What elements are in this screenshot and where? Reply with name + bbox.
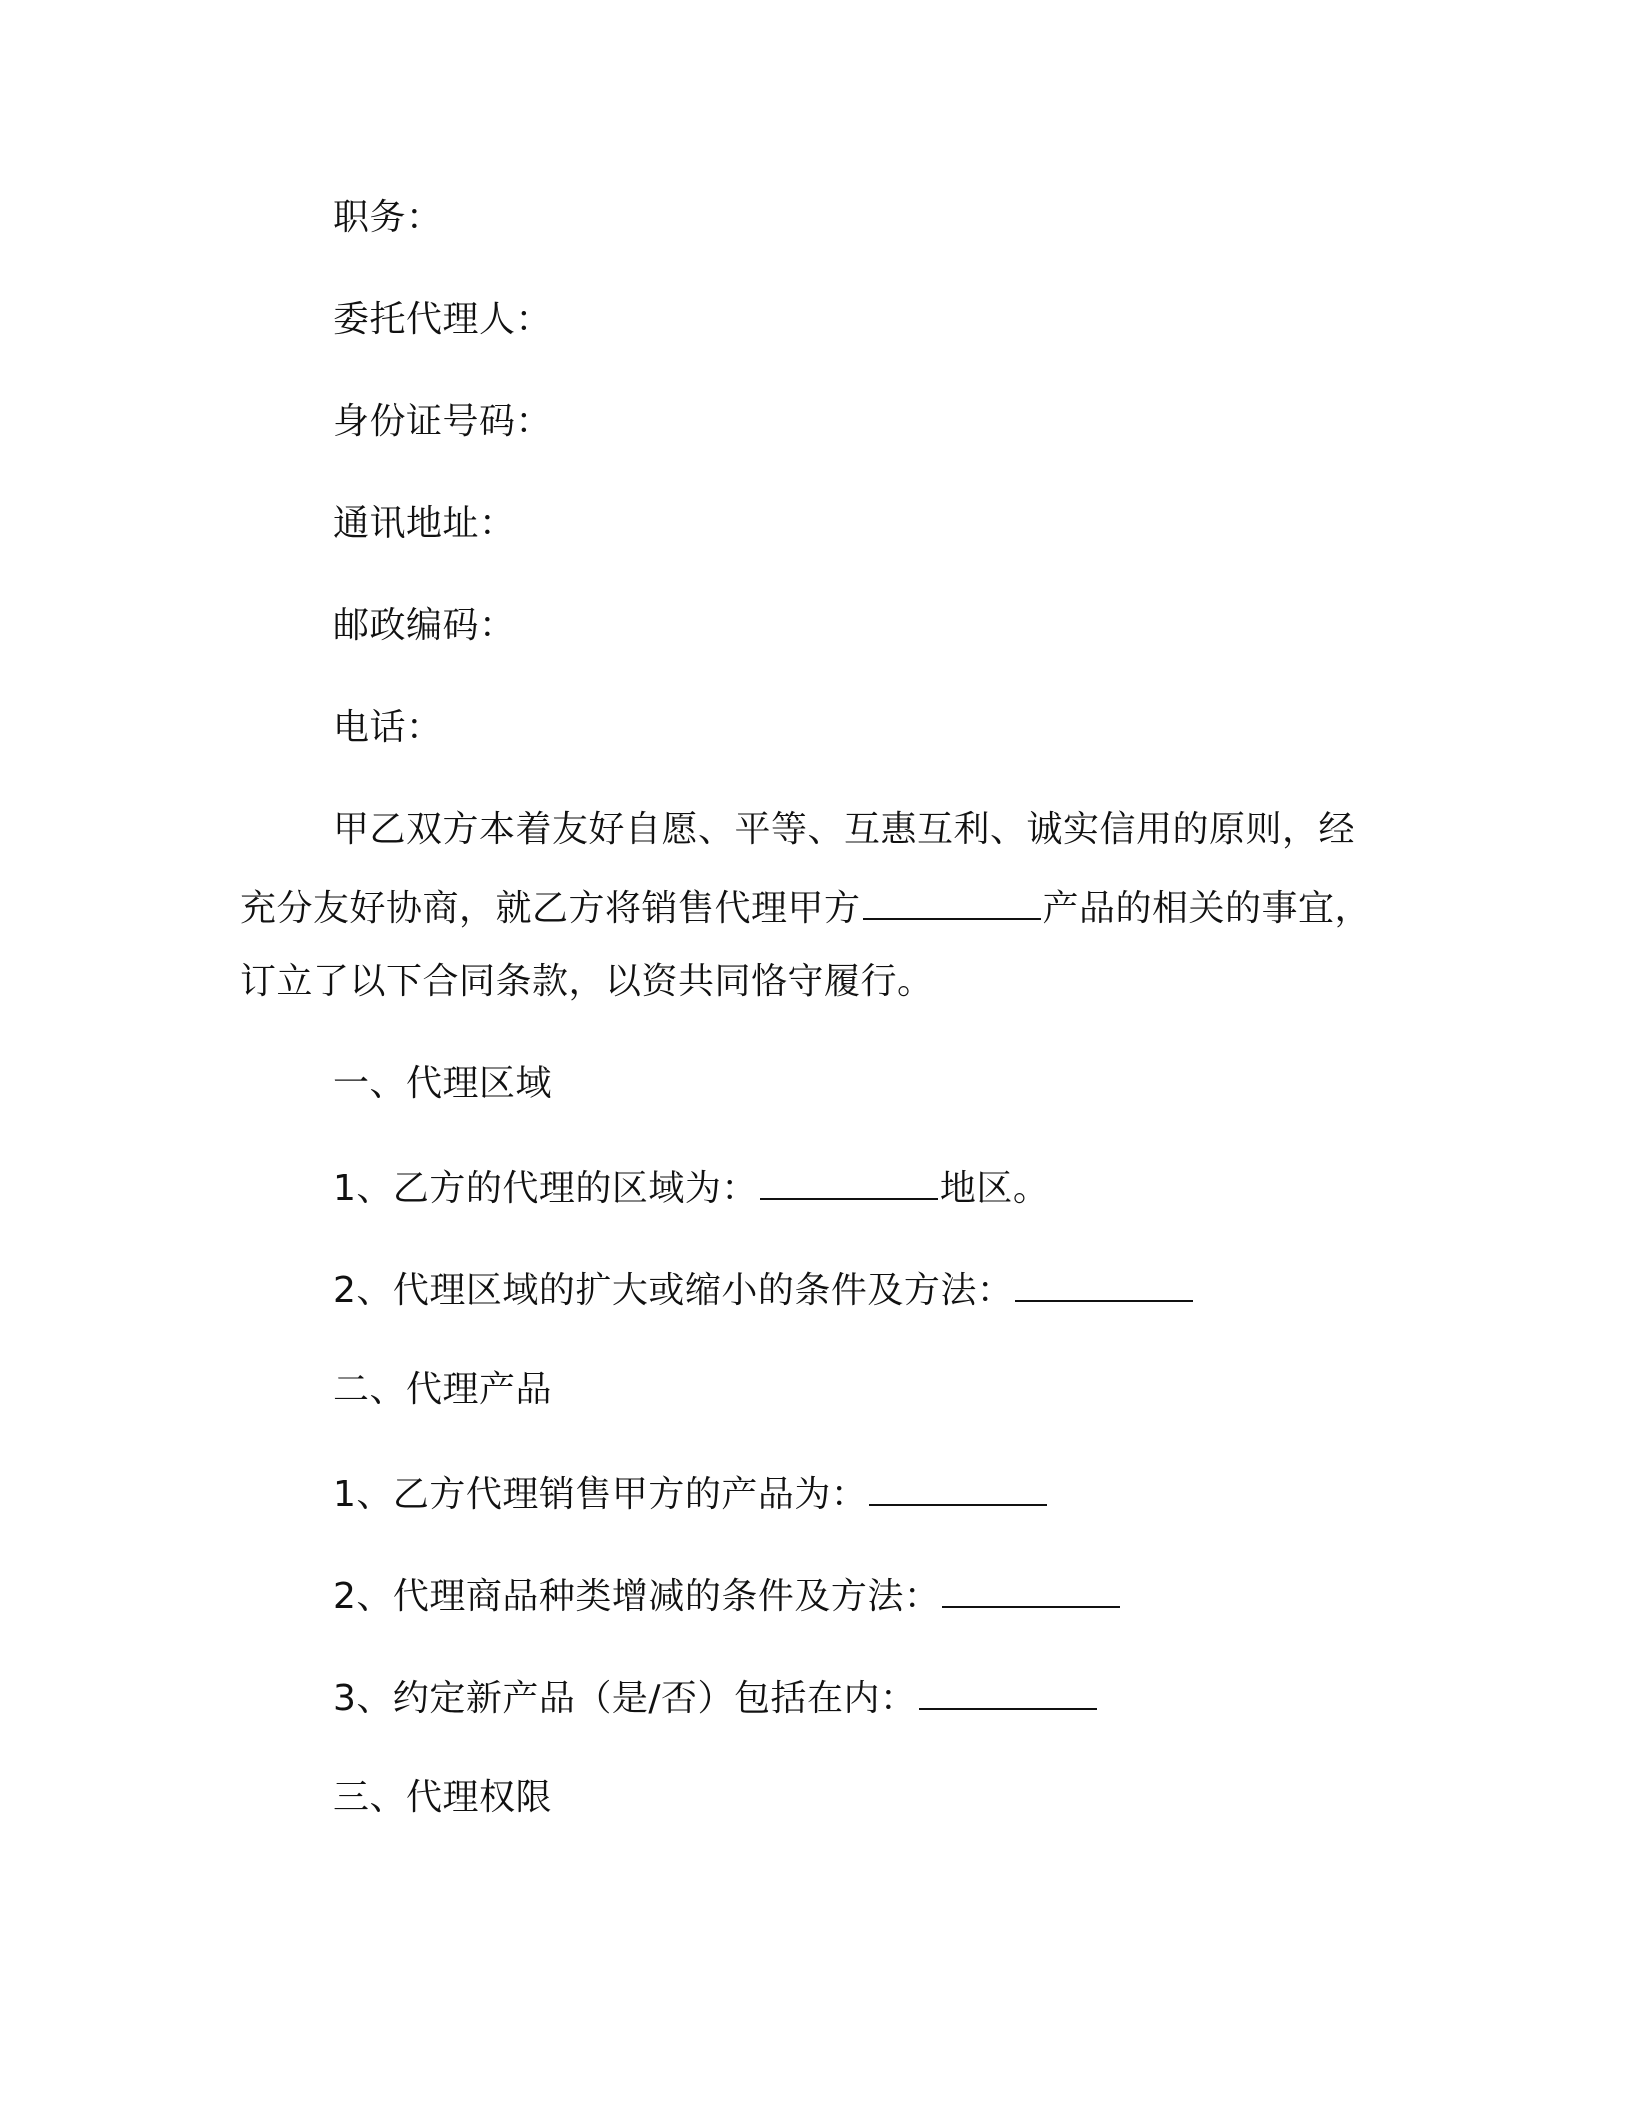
preamble-line-3: 订立了以下合同条款，以资共同恪守履行。 xyxy=(240,961,934,1002)
preamble-line-2-end: 产品的相关的事宜， xyxy=(1042,888,1372,929)
new-product-blank xyxy=(919,1674,1097,1710)
section1-item-2 xyxy=(333,1266,1195,1313)
field-position: 职务： xyxy=(333,197,443,238)
section1-item-2-text: 2、代理区域的扩大或缩小的条件及方法： xyxy=(333,1270,1014,1311)
preamble-line-2-start: 充分友好协商，就乙方将销售代理甲方 xyxy=(240,888,861,929)
field-address: 通讯地址： xyxy=(333,503,516,544)
section-heading-products: 二、代理产品 xyxy=(333,1369,553,1410)
section2-item-3 xyxy=(333,1674,1099,1721)
section2-item-1 xyxy=(333,1470,1049,1517)
section2-item-1-text: 1、乙方代理销售甲方的产品为： xyxy=(333,1474,868,1515)
section2-item-3-text: 3、约定新产品（是/否）包括在内： xyxy=(333,1678,917,1719)
preamble-line-2 xyxy=(240,884,1371,931)
product-change-blank xyxy=(942,1572,1120,1608)
product-blank xyxy=(863,884,1041,920)
field-phone: 电话： xyxy=(333,707,443,748)
section2-item-2 xyxy=(333,1572,1122,1619)
field-id-number: 身份证号码： xyxy=(333,401,553,442)
field-postal-code: 邮政编码： xyxy=(333,605,516,646)
section2-item-2-text: 2、代理商品种类增减的条件及方法： xyxy=(333,1576,941,1617)
area-change-blank xyxy=(1015,1266,1193,1302)
preamble-line-1: 甲乙双方本着友好自愿、平等、互惠互利、诚实信用的原则，经 xyxy=(333,809,1356,850)
section1-item-1-suffix: 地区。 xyxy=(939,1168,1050,1209)
area-blank xyxy=(760,1164,938,1200)
section1-item-1-text: 1、乙方的代理的区域为： xyxy=(333,1168,758,1209)
section1-item-1 xyxy=(333,1164,1049,1211)
section-heading-area: 一、代理区域 xyxy=(333,1063,553,1104)
section-heading-authority: 三、代理权限 xyxy=(333,1777,553,1818)
products-blank xyxy=(869,1470,1047,1506)
field-agent: 委托代理人： xyxy=(333,299,553,340)
